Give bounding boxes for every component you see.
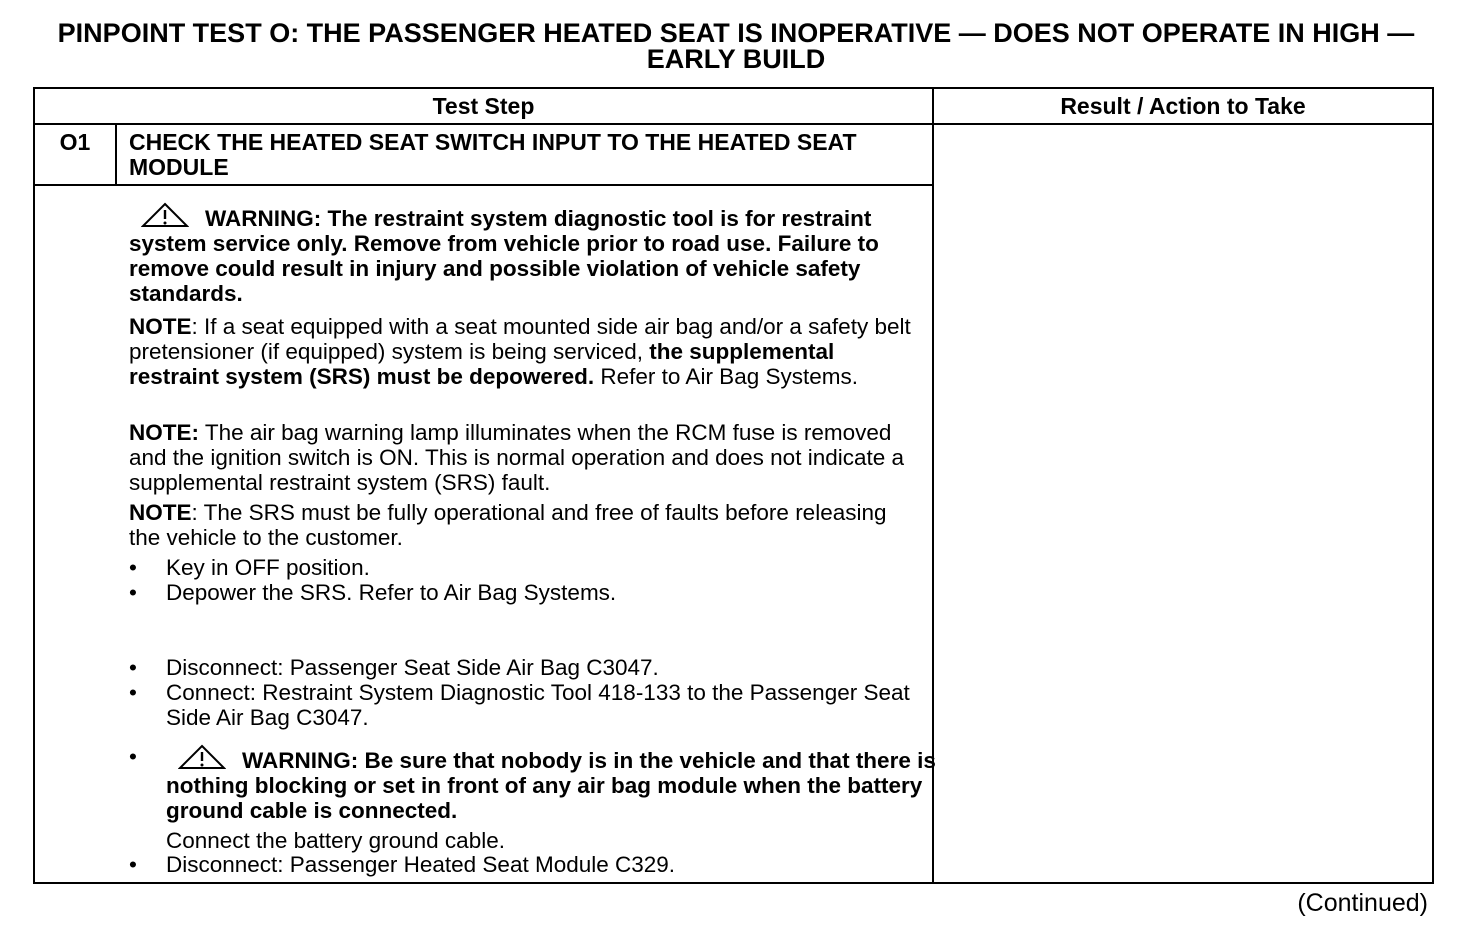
list-item [129, 555, 956, 580]
warning-triangle-icon [178, 744, 226, 770]
continued-label: (Continued) [1297, 889, 1428, 917]
warning-restraint-tool [129, 202, 919, 306]
bullet-dot: • [129, 680, 137, 705]
list-item [129, 655, 956, 680]
step-body [35, 186, 934, 882]
list-item [129, 852, 956, 877]
warning-battery-ground-text: WARNING: Be sure that nobody is in the vehicle and that there is nothing blocking or set in front of any air bag module when the battery ground cable is connected. [166, 748, 936, 823]
note-label: NOTE [129, 314, 192, 339]
warning-triangle-icon [141, 202, 189, 228]
note-airbag-lamp [129, 420, 919, 495]
page-title: PINPOINT TEST O: THE PASSENGER HEATED SEAT IS INOPERATIVE — DOES NOT OPERATE IN HIGH — EARLY BUILD [57, 18, 1415, 74]
note-label: NOTE [129, 500, 192, 525]
bullet-dot: • [129, 580, 137, 605]
step-title: CHECK THE HEATED SEAT SWITCH INPUT TO THE HEATED SEAT MODULE [117, 125, 934, 186]
list-item-warning [129, 744, 956, 853]
warning-follow-step: Connect the battery ground cable. [166, 828, 505, 853]
pinpoint-test-table [33, 87, 1434, 884]
note-text: Refer to Air Bag Systems. [594, 364, 858, 389]
header-test-step: Test Step [35, 89, 934, 125]
note-bold-text: the supplemental restraint system (SRS) must be depowered. [129, 339, 835, 389]
bullet-dot: • [129, 655, 137, 680]
note-text: : If a seat equipped with a seat mounted side air bag and/or a safety belt pretensioner (if equipped) system is being serviced, [129, 314, 911, 364]
list-item-text: Connect: Restraint System Diagnostic Tool 418-133 to the Passenger Seat Side Air Bag C3047. [166, 680, 910, 730]
note-srs-operational [129, 500, 919, 550]
bullet-dot: • [129, 852, 137, 877]
note-text: The air bag warning lamp illuminates when the RCM fuse is removed and the ignition switch is ON. This is normal operation and does not indicate a supplemental restraint system (SRS) fault. [129, 420, 905, 495]
note-seat-airbag [129, 314, 919, 389]
list-item-text: Disconnect: Passenger Heated Seat Module C329. [166, 852, 676, 877]
list-item-text: Disconnect: Passenger Seat Side Air Bag C3047. [166, 655, 659, 680]
note-label: NOTE: [129, 420, 199, 445]
list-item [129, 680, 956, 730]
list-item-text: Depower the SRS. Refer to Air Bag Systems. [166, 580, 617, 605]
list-item [129, 580, 956, 605]
warning-restraint-tool-text: WARNING: The restraint system diagnostic tool is for restraint system service only. Remove from vehicle prior to road use. Failure to remove could result in injury and possible violation of vehicle safety standards. [129, 206, 879, 306]
bullet-dot: • [129, 744, 137, 769]
header-result-action: Result / Action to Take [934, 89, 1432, 125]
note-text: : The SRS must be fully operational and free of faults before releasing the vehicle to the customer. [129, 500, 887, 550]
list-item-text: Key in OFF position. [166, 555, 370, 580]
warning-battery-ground [166, 744, 956, 823]
bullet-dot: • [129, 555, 137, 580]
step-id: O1 [35, 125, 117, 186]
